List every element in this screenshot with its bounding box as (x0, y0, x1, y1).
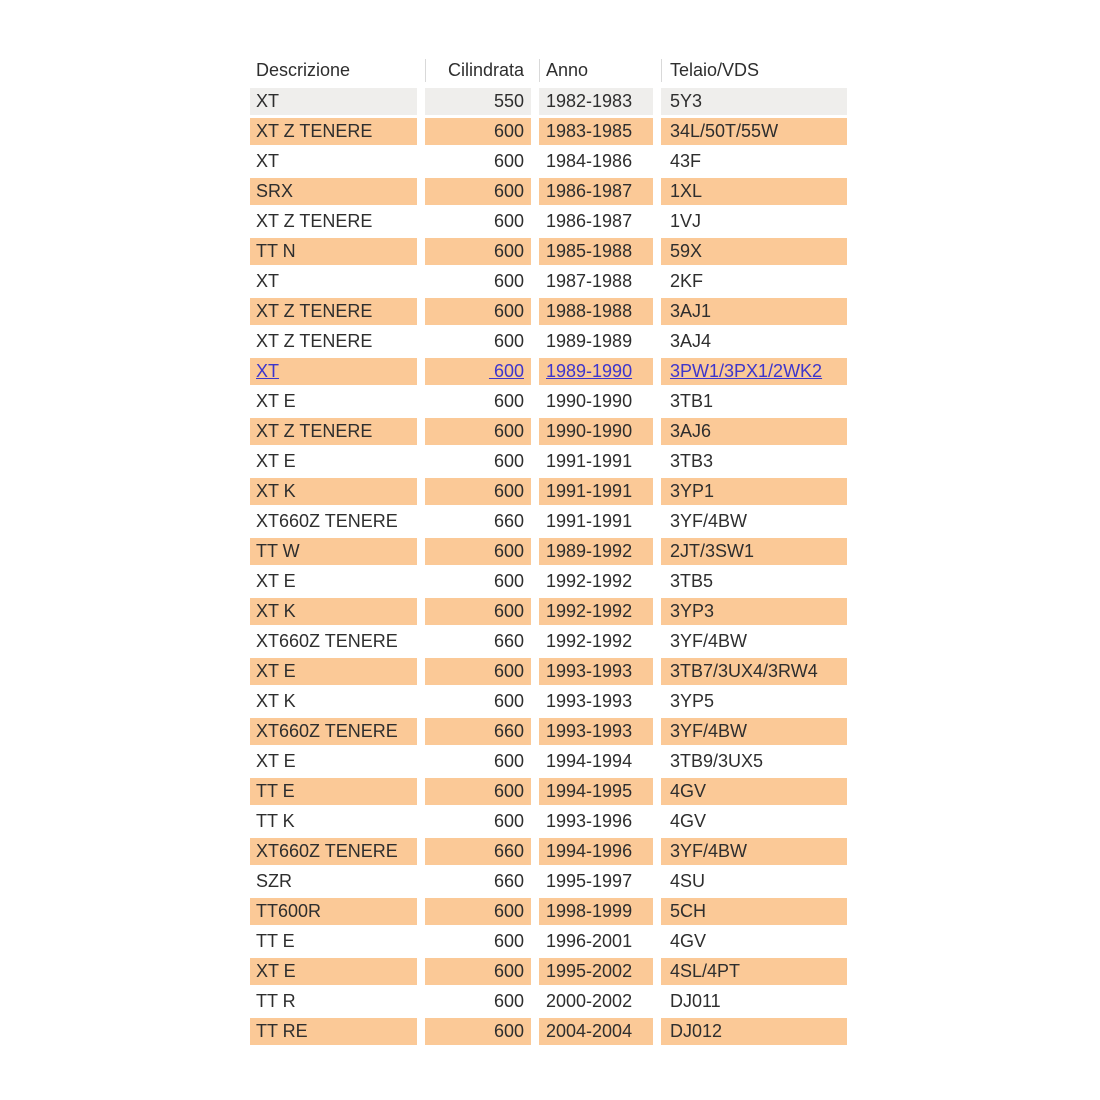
cell-descrizione: XT E (250, 388, 425, 418)
cell-telaio (661, 358, 847, 388)
table-row (250, 1018, 847, 1048)
cell-anno: 1993-1996 (539, 808, 661, 838)
table-row (250, 898, 847, 928)
cell-descrizione: XT660Z TENERE (250, 838, 425, 868)
cell-descrizione (250, 358, 425, 388)
cell-descrizione: TT E (250, 928, 425, 958)
cell-cilindrata: 600 (425, 898, 539, 928)
cell-telaio: 3TB3 (661, 448, 847, 478)
cell-descrizione: XT Z TENERE (250, 328, 425, 358)
cell-descrizione: TT N (250, 238, 425, 268)
cell-anno: 1990-1990 (539, 388, 661, 418)
table-row (250, 358, 847, 388)
cell-telaio: 34L/50T/55W (661, 118, 847, 148)
cell-cilindrata: 600 (425, 208, 539, 238)
cell-telaio: 1VJ (661, 208, 847, 238)
cell-cilindrata: 600 (425, 778, 539, 808)
anno-link[interactable]: 1989-1990 (546, 361, 633, 381)
cell-cilindrata: 600 (425, 478, 539, 508)
table-row (250, 958, 847, 988)
table-row (250, 508, 847, 538)
cell-anno: 1993-1993 (539, 718, 661, 748)
cell-telaio: 43F (661, 148, 847, 178)
cell-descrizione: XT660Z TENERE (250, 718, 425, 748)
table-row (250, 418, 847, 448)
cell-cilindrata: 600 (425, 598, 539, 628)
table-row (250, 568, 847, 598)
cell-telaio: 4GV (661, 808, 847, 838)
cell-telaio: 5Y3 (661, 88, 847, 118)
cell-cilindrata: 550 (425, 88, 539, 118)
cell-descrizione: XT (250, 268, 425, 298)
cell-anno: 1991-1991 (539, 448, 661, 478)
table-row (250, 328, 847, 358)
cell-anno: 1989-1989 (539, 328, 661, 358)
column-header-telaio: Telaio/VDS (661, 55, 847, 88)
table-row (250, 808, 847, 838)
cell-descrizione: TT600R (250, 898, 425, 928)
cell-cilindrata: 600 (425, 928, 539, 958)
cell-telaio: 59X (661, 238, 847, 268)
cell-anno: 1995-1997 (539, 868, 661, 898)
cell-descrizione: XT660Z TENERE (250, 508, 425, 538)
table-body (250, 88, 847, 1048)
table-row (250, 178, 847, 208)
cell-descrizione: XT K (250, 598, 425, 628)
cell-anno: 1990-1990 (539, 418, 661, 448)
cell-cilindrata: 600 (425, 388, 539, 418)
cell-anno: 1989-1992 (539, 538, 661, 568)
cell-telaio: 3TB5 (661, 568, 847, 598)
cell-cilindrata: 600 (425, 418, 539, 448)
cell-anno: 1986-1987 (539, 208, 661, 238)
cell-anno: 2000-2002 (539, 988, 661, 1018)
column-header-anno: Anno (539, 55, 661, 88)
table-row (250, 838, 847, 868)
cell-cilindrata: 600 (425, 988, 539, 1018)
cell-cilindrata: 600 (425, 1018, 539, 1048)
table-row (250, 988, 847, 1018)
cell-cilindrata: 600 (425, 178, 539, 208)
table-row (250, 118, 847, 148)
cell-anno: 1982-1983 (539, 88, 661, 118)
cell-anno: 1988-1988 (539, 298, 661, 328)
cell-cilindrata: 600 (425, 238, 539, 268)
cell-anno: 1994-1994 (539, 748, 661, 778)
cell-telaio: 3AJ1 (661, 298, 847, 328)
cell-telaio: 2KF (661, 268, 847, 298)
telaio-link[interactable]: 3PW1/3PX1/2WK2 (670, 361, 823, 381)
cell-descrizione: XT E (250, 568, 425, 598)
table-row (250, 868, 847, 898)
cell-cilindrata: 600 (425, 448, 539, 478)
cell-telaio: DJ012 (661, 1018, 847, 1048)
cell-anno: 1987-1988 (539, 268, 661, 298)
cell-anno: 1991-1991 (539, 508, 661, 538)
cell-anno: 1996-2001 (539, 928, 661, 958)
table-row (250, 928, 847, 958)
cell-telaio: 5CH (661, 898, 847, 928)
table-row (250, 478, 847, 508)
table-row (250, 688, 847, 718)
table-row (250, 298, 847, 328)
cell-cilindrata: 600 (425, 808, 539, 838)
cell-cilindrata: 660 (425, 628, 539, 658)
cell-cilindrata: 600 (425, 958, 539, 988)
cell-descrizione: SZR (250, 868, 425, 898)
cell-telaio: 3YP1 (661, 478, 847, 508)
cell-cilindrata: 600 (425, 268, 539, 298)
cell-telaio: 3YF/4BW (661, 628, 847, 658)
table-row (250, 268, 847, 298)
cell-telaio: 2JT/3SW1 (661, 538, 847, 568)
cell-anno: 1992-1992 (539, 568, 661, 598)
cell-anno: 1986-1987 (539, 178, 661, 208)
cell-anno: 1992-1992 (539, 598, 661, 628)
cell-telaio: DJ011 (661, 988, 847, 1018)
cell-anno: 1992-1992 (539, 628, 661, 658)
cell-descrizione: TT R (250, 988, 425, 1018)
cell-descrizione: XT E (250, 748, 425, 778)
cilindrata-link[interactable]: 600 (488, 361, 524, 381)
table-row (250, 538, 847, 568)
cell-cilindrata: 660 (425, 718, 539, 748)
cell-telaio: 3TB1 (661, 388, 847, 418)
table-row (250, 778, 847, 808)
cell-descrizione: XT Z TENERE (250, 118, 425, 148)
descrizione-link[interactable]: XT (256, 361, 280, 381)
cell-anno: 1985-1988 (539, 238, 661, 268)
cell-telaio: 3AJ4 (661, 328, 847, 358)
table-row (250, 238, 847, 268)
cell-anno: 1983-1985 (539, 118, 661, 148)
cell-cilindrata: 660 (425, 838, 539, 868)
cell-anno: 2004-2004 (539, 1018, 661, 1048)
cell-cilindrata: 660 (425, 868, 539, 898)
cell-descrizione: XT E (250, 448, 425, 478)
cell-descrizione: XT E (250, 658, 425, 688)
cell-cilindrata (425, 358, 539, 388)
cell-descrizione: XT (250, 88, 425, 118)
table-row (250, 448, 847, 478)
table-row (250, 628, 847, 658)
table-row (250, 88, 847, 118)
cell-telaio: 4GV (661, 928, 847, 958)
cell-anno (539, 358, 661, 388)
cell-descrizione: XT K (250, 478, 425, 508)
cell-telaio: 4SL/4PT (661, 958, 847, 988)
column-header-cilindrata: Cilindrata (425, 55, 539, 88)
cell-anno: 1994-1995 (539, 778, 661, 808)
cell-telaio: 3TB9/3UX5 (661, 748, 847, 778)
cell-descrizione: SRX (250, 178, 425, 208)
table-row (250, 598, 847, 628)
cell-cilindrata: 600 (425, 568, 539, 598)
cell-descrizione: XT (250, 148, 425, 178)
cell-cilindrata: 600 (425, 658, 539, 688)
cell-telaio: 4SU (661, 868, 847, 898)
cell-telaio: 4GV (661, 778, 847, 808)
table-row (250, 388, 847, 418)
cell-descrizione: XT E (250, 958, 425, 988)
cell-cilindrata: 600 (425, 688, 539, 718)
cell-anno: 1991-1991 (539, 478, 661, 508)
cell-cilindrata: 600 (425, 748, 539, 778)
table-row (250, 718, 847, 748)
cell-descrizione: XT Z TENERE (250, 418, 425, 448)
cell-telaio: 3YP5 (661, 688, 847, 718)
cell-descrizione: XT660Z TENERE (250, 628, 425, 658)
cell-telaio: 3YF/4BW (661, 718, 847, 748)
cell-cilindrata: 660 (425, 508, 539, 538)
cell-descrizione: TT K (250, 808, 425, 838)
fitment-table (250, 55, 847, 1048)
cell-cilindrata: 600 (425, 148, 539, 178)
cell-descrizione: TT W (250, 538, 425, 568)
table-header-row (250, 55, 847, 88)
cell-anno: 1998-1999 (539, 898, 661, 928)
cell-cilindrata: 600 (425, 538, 539, 568)
table-row (250, 208, 847, 238)
cell-telaio: 3YF/4BW (661, 838, 847, 868)
table-row (250, 148, 847, 178)
table-row (250, 748, 847, 778)
cell-descrizione: XT Z TENERE (250, 208, 425, 238)
cell-telaio: 3AJ6 (661, 418, 847, 448)
cell-telaio: 3TB7/3UX4/3RW4 (661, 658, 847, 688)
table-row (250, 658, 847, 688)
column-header-descrizione: Descrizione (250, 55, 425, 88)
cell-anno: 1995-2002 (539, 958, 661, 988)
cell-telaio: 3YF/4BW (661, 508, 847, 538)
cell-anno: 1984-1986 (539, 148, 661, 178)
cell-anno: 1994-1996 (539, 838, 661, 868)
cell-descrizione: TT RE (250, 1018, 425, 1048)
cell-descrizione: XT Z TENERE (250, 298, 425, 328)
cell-anno: 1993-1993 (539, 658, 661, 688)
cell-descrizione: XT K (250, 688, 425, 718)
cell-descrizione: TT E (250, 778, 425, 808)
cell-anno: 1993-1993 (539, 688, 661, 718)
cell-telaio: 1XL (661, 178, 847, 208)
cell-telaio: 3YP3 (661, 598, 847, 628)
cell-cilindrata: 600 (425, 118, 539, 148)
cell-cilindrata: 600 (425, 328, 539, 358)
cell-cilindrata: 600 (425, 298, 539, 328)
